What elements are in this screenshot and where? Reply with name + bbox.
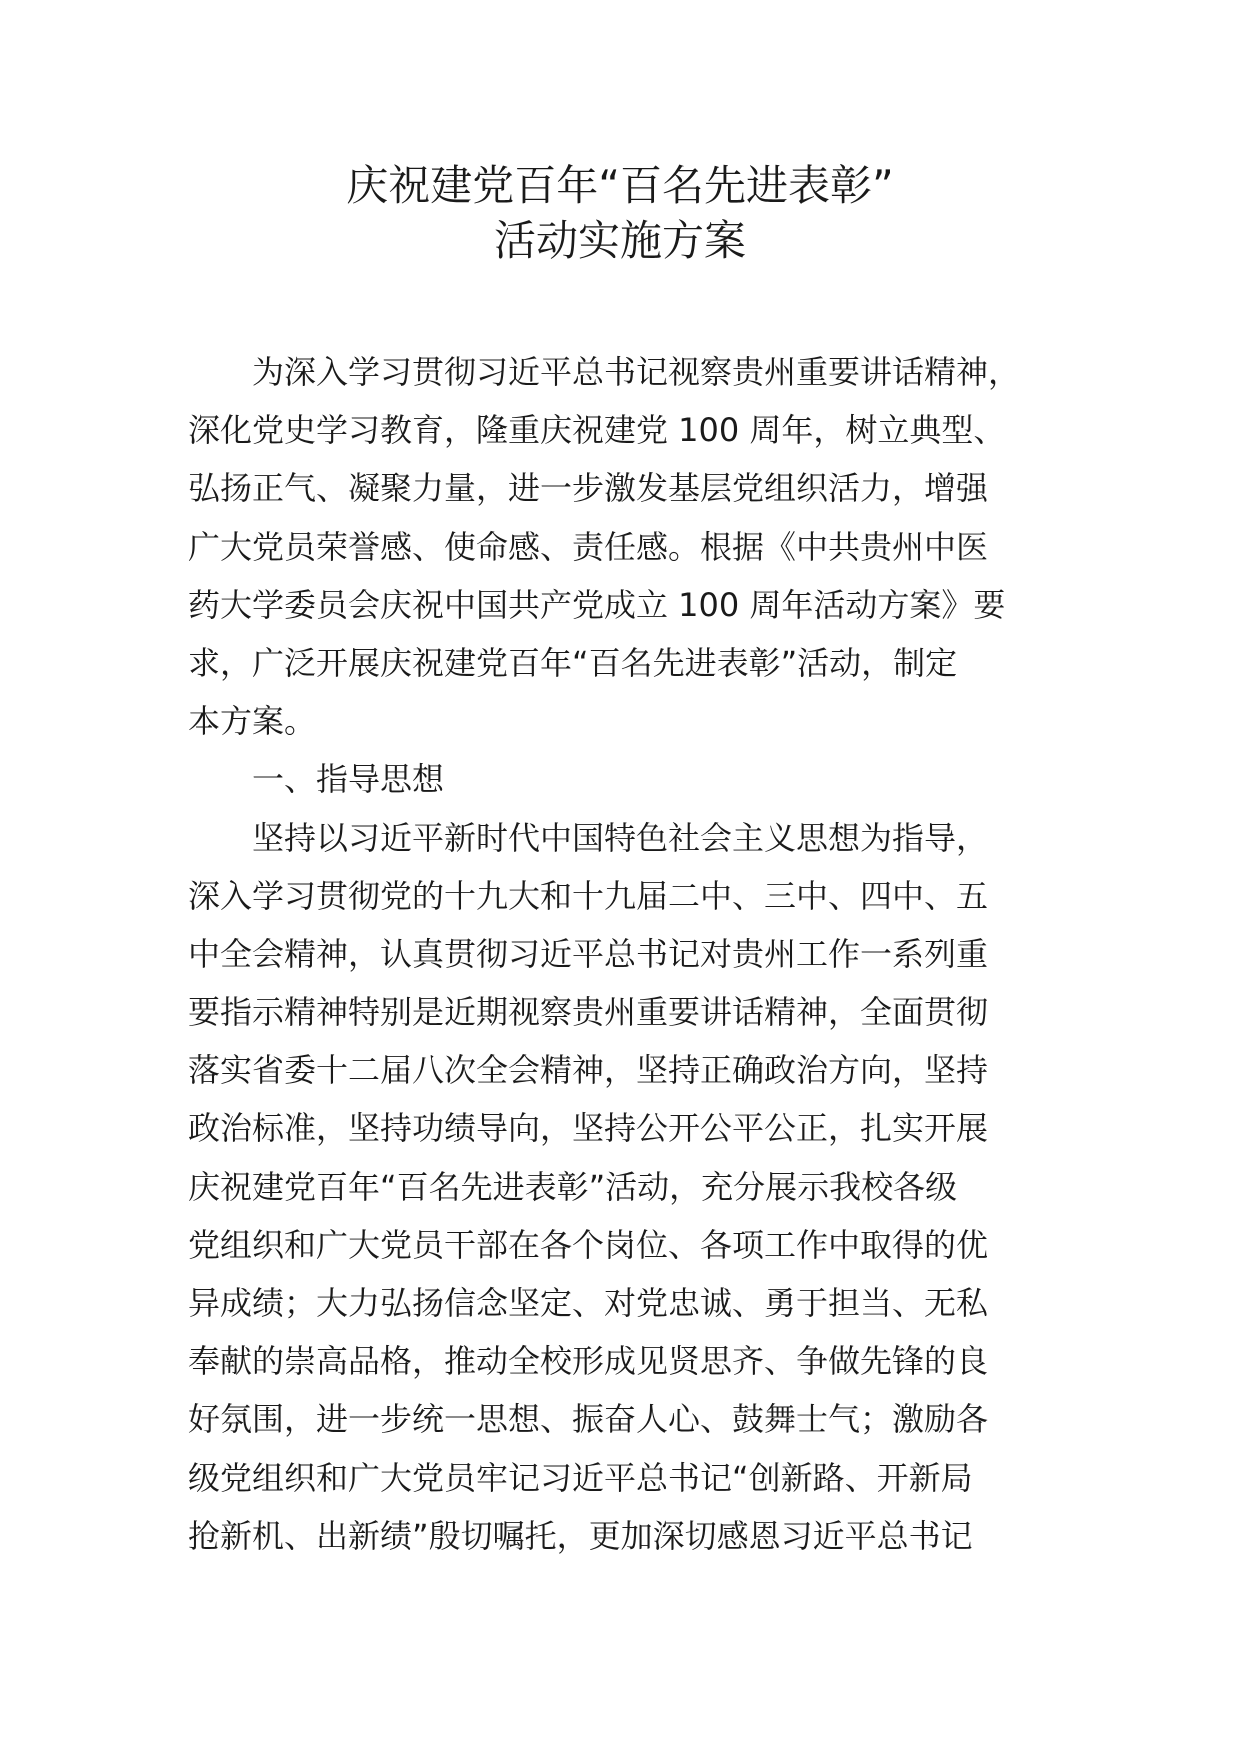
body-line: 深入学习贯彻党的十九大和十九届二中、三中、四中、五 xyxy=(188,876,989,915)
body-line: 落实省委十二届八次全会精神，坚持正确政治方向，坚持 xyxy=(188,1051,989,1090)
body-line: 药大学委员会庆祝中国共产党成立 100 周年活动方案》要 xyxy=(188,585,1006,624)
body-line: 坚持以习近平新时代中国特色社会主义思想为指导， xyxy=(252,818,989,857)
body-line: 弘扬正气、凝聚力量，进一步激发基层党组织活力，增强 xyxy=(188,469,989,508)
body-line: 党组织和广大党员干部在各个岗位、各项工作中取得的优 xyxy=(188,1225,989,1264)
body-line: 异成绩；大力弘扬信念坚定、对党忠诚、勇于担当、无私 xyxy=(188,1284,989,1322)
body-line: 抢新机、出新绩”殷切嘱托，更加深切感恩习近平总书记 xyxy=(188,1516,973,1555)
body-line: 级党组织和广大党员牢记习近平总书记“创新路、开新局 xyxy=(188,1458,973,1497)
body-line: 中全会精神，认真贯彻习近平总书记对贵州工作一系列重 xyxy=(188,934,989,973)
body-line: 求，广泛开展庆祝建党百年“百名先进表彰”活动，制定 xyxy=(188,643,958,682)
body-line: 为深入学习贯彻习近平总书记视察贵州重要讲话精神， xyxy=(252,353,1021,391)
body-line: 奉献的崇高品格，推动全校形成见贤思齐、争做先锋的良 xyxy=(188,1342,989,1381)
title-line-1: 庆祝建党百年“百名先进表彰” xyxy=(346,161,894,210)
body-line: 广大党员荣誉感、使命感、责任感。根据《中共贵州中医 xyxy=(188,527,989,566)
body-line: 要指示精神特别是近期视察贵州重要讲话精神，全面贯彻 xyxy=(188,993,989,1032)
document-body xyxy=(188,343,1048,1565)
body-line: 好氛围，进一步统一思想、振奋人心、鼓舞士气；激励各 xyxy=(188,1400,989,1439)
section-heading: 一、指导思想 xyxy=(252,760,445,799)
body-line: 庆祝建党百年“百名先进表彰”活动，充分展示我校各级 xyxy=(188,1167,958,1206)
body-line: 政治标准，坚持功绩导向，坚持公开公平公正，扎实开展 xyxy=(188,1109,989,1148)
document-title xyxy=(180,158,1060,268)
body-line: 深化党史学习教育，隆重庆祝建党 100 周年，树立典型、 xyxy=(188,411,1006,450)
title-line-2: 活动实施方案 xyxy=(493,216,746,265)
body-line: 本方案。 xyxy=(188,702,317,741)
